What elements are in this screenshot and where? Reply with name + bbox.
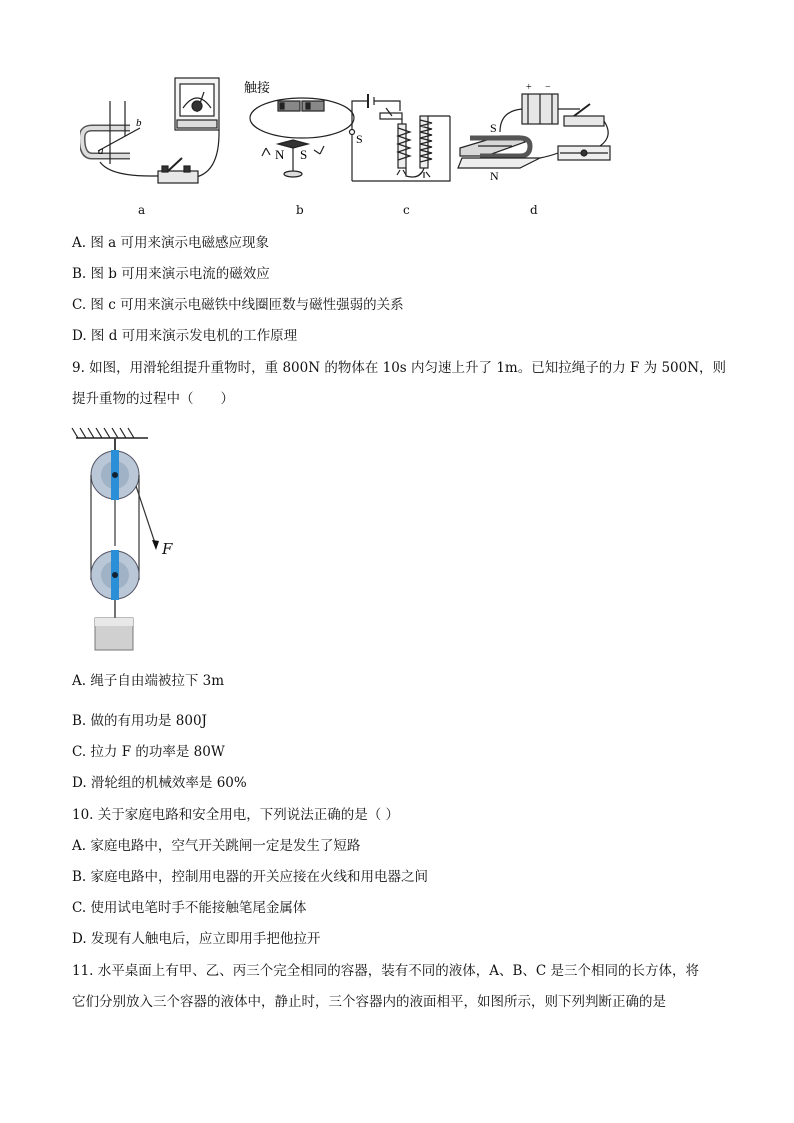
- figure-caption-b: b: [296, 203, 304, 217]
- q9-option-c: C. 拉力 F 的功率是 80W: [72, 744, 225, 760]
- q10-option-c: C. 使用试电笔时手不能接触笔尾金属体: [72, 900, 307, 916]
- figure-d-illustration: [458, 94, 610, 168]
- figure-b-magnet-s: S: [300, 147, 308, 162]
- q10-option-d: D. 发现有人触电后，应立即用手把他拉开: [72, 931, 321, 947]
- q8-option-b: B. 图 b 可用来演示电流的磁效应: [72, 266, 270, 282]
- figure-d-magnet-s: S: [490, 121, 497, 135]
- q10-option-a: A. 家庭电路中，空气开关跳闸一定是发生了短路: [72, 838, 361, 854]
- q9-option-b: B. 做的有用功是 800J: [72, 713, 207, 729]
- q9-option-d: D. 滑轮组的机械效率是 60%: [72, 775, 247, 791]
- figure-caption-d: d: [530, 203, 538, 217]
- figure-d-plus: +: [526, 82, 532, 93]
- figure-d-magnet-n: N: [490, 169, 499, 183]
- q8-option-c: C. 图 c 可用来演示电磁铁中线圈匝数与磁性强弱的关系: [72, 297, 404, 313]
- q8-option-d: D. 图 d 可用来演示发电机的工作原理: [72, 328, 298, 344]
- q9-stem-line1: 9. 如图，用滑轮组提升重物时，重 800N 的物体在 10s 内匀速上升了 1m。已知拉绳子的力 F 为 500N，则: [72, 360, 727, 376]
- figure-b-illustration: [250, 98, 354, 177]
- figure-a-label-a: a: [98, 145, 104, 157]
- figure-a-illustration: [82, 78, 219, 183]
- force-label: F: [162, 540, 173, 558]
- figure-a-label-b: b: [136, 117, 142, 129]
- q9-stem-line2: 提升重物的过程中（ ）: [72, 391, 234, 407]
- figure-c-illustration: [350, 94, 451, 181]
- figure-row: [80, 76, 620, 196]
- q10-stem: 10. 关于家庭电路和安全用电，下列说法正确的是（ ）: [72, 807, 400, 823]
- figure-d-minus: −: [545, 82, 551, 93]
- q8-option-a: A. 图 a 可用来演示电磁感应现象: [72, 235, 269, 251]
- figure-caption-c: c: [403, 203, 410, 217]
- q11-stem-line2: 它们分别放入三个容器的液体中，静止时，三个容器内的液面相平，如图所示，则下列判断正确的是: [72, 994, 666, 1010]
- figure-b-top-text: 触接: [244, 81, 271, 96]
- figure-c-switch-label: S: [356, 132, 363, 146]
- q9-option-a: A. 绳子自由端被拉下 3m: [72, 673, 225, 689]
- pulley-figure: [70, 420, 200, 655]
- q11-stem-line1: 11. 水平桌面上有甲、乙、丙三个完全相同的容器，装有不同的液体，A、B、C 是三个相同的长方体，将: [72, 963, 700, 979]
- q10-option-b: B. 家庭电路中，控制用电器的开关应接在火线和用电器之间: [72, 869, 429, 885]
- figure-b-magnet-n: N: [275, 147, 285, 162]
- figure-caption-a: a: [138, 203, 146, 217]
